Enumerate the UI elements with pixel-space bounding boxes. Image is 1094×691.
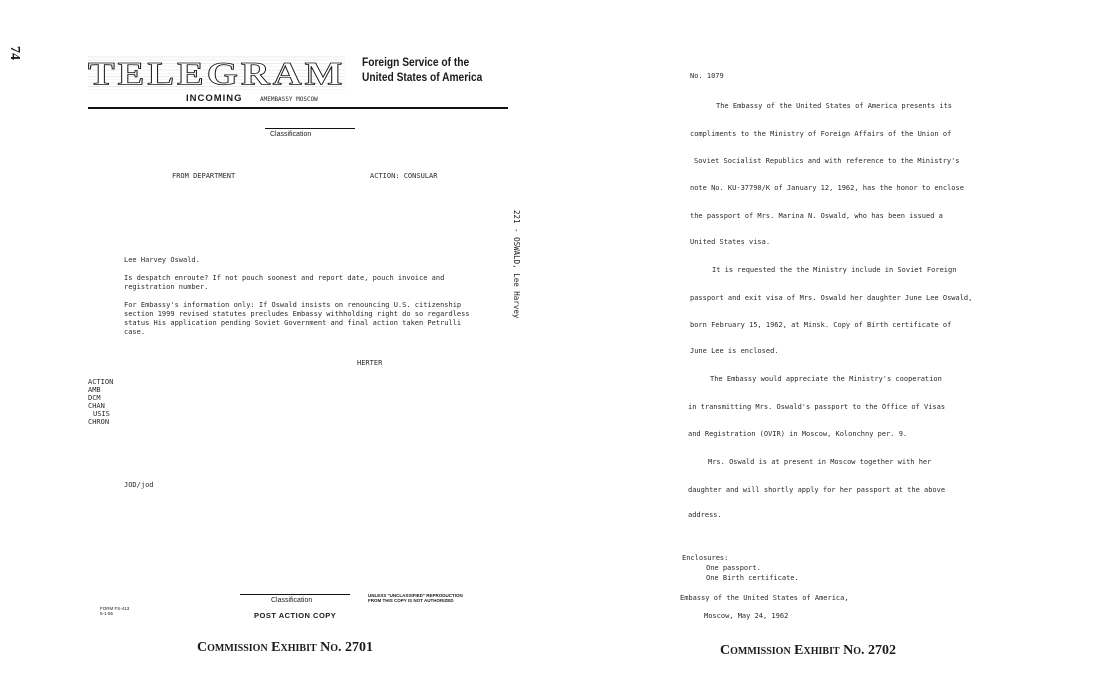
closing-line-2: Moscow, May 24, 1962 [704, 612, 789, 620]
action-field: ACTION: CONSULAR [370, 172, 438, 180]
warning-line-1: UNLESS "UNCLASSIFIED" REPRODUCTION [368, 593, 463, 598]
foreign-service-line-1: Foreign Service of the [362, 55, 470, 69]
note-line: the passport of Mrs. Marina N. Oswald, who has been issued a [690, 212, 943, 220]
note-line: born February 15, 1962, at Minsk. Copy of Birth certificate of [690, 321, 952, 329]
exhibit-caption-right: Commission Exhibit No. 2702 [720, 643, 897, 658]
classification-top: Classification [270, 131, 312, 138]
para1-line1: Is despatch enroute? If not pouch soonest and report date, pouch invoice and [124, 274, 445, 282]
exhibit-caption-left: Commission Exhibit No. 2701 [197, 640, 374, 655]
routing-list [88, 378, 113, 426]
form-line-1: FORM FS-413 [100, 606, 130, 611]
note-line: note No. KU-37790/K of January 12, 1962, has the honor to enclose [690, 184, 964, 192]
note-line: Soviet Socialist Republics and with reference to the Ministry's [694, 157, 960, 165]
page-number: 74 [7, 46, 22, 60]
note-line: compliments to the Ministry of Foreign Affairs of the Union of [690, 130, 952, 138]
form-line-2: 5-1-55 [100, 611, 114, 616]
para1-line2: registration number. [124, 283, 209, 291]
routing-item: CHRON [88, 418, 110, 426]
signature: HERTER [357, 359, 383, 367]
note-line: The Embassy would appreciate the Ministry's cooperation [710, 375, 942, 383]
note-line: Mrs. Oswald is at present in Moscow together with her [708, 458, 932, 466]
note-line: daughter and will shortly apply for her passport at the above [688, 486, 946, 494]
routing-item: USIS [93, 410, 110, 418]
para2-line2: section 1999 revised statutes precludes Embassy withholding right do so regardless [124, 310, 470, 318]
note-line: and Registration (OVIR) in Moscow, Kolonchny per. 9. [688, 430, 908, 438]
foreign-service-heading [362, 55, 482, 85]
post-action-copy: POST ACTION COPY [254, 611, 337, 620]
note-line: address. [688, 511, 722, 519]
embassy-label: AMEMBASSY MOSCOW [260, 96, 318, 103]
routing-item: DCM [88, 394, 101, 402]
form-number [100, 606, 129, 616]
closing-line-1: Embassy of the United States of America, [680, 594, 849, 602]
classification-bottom: Classification [271, 597, 313, 604]
routing-item: CHAN [88, 402, 105, 410]
from-field: FROM DEPARTMENT [172, 172, 236, 180]
note-line: It is requested the the Ministry include in Soviet Foreign [712, 266, 957, 274]
note-number: No. 1079 [690, 72, 724, 80]
para2-line1: For Embassy's information only: If Oswald insists on renouncing U.S. citizenship [124, 301, 462, 309]
note-line: June Lee is enclosed. [690, 347, 779, 355]
para2-line4: case. [124, 328, 146, 336]
header-rule [88, 107, 508, 109]
telegram-heading: TELEGRAM [88, 54, 346, 92]
classification-top-rule [265, 128, 355, 129]
enclosure-item: One Birth certificate. [706, 574, 799, 582]
reproduction-warning [368, 593, 463, 603]
warning-line-2: FROM THIS COPY IS NOT AUTHORIZED [368, 598, 454, 603]
side-file-note: 221 - OSWALD, Lee Harvey [512, 210, 521, 319]
note-line: The Embassy of the United States of America presents its [716, 102, 953, 110]
subject-line: Lee Harvey Oswald. [124, 256, 200, 264]
note-line: in transmitting Mrs. Oswald's passport to the Office of Visas [688, 403, 946, 411]
classification-bottom-rule [240, 594, 350, 595]
para2-line3: status His application pending Soviet Government and final action taken Petrulli [124, 319, 462, 327]
enclosure-item: One passport. [706, 564, 761, 572]
enclosures-label: Enclosures: [682, 554, 729, 562]
routing-item: AMB [88, 386, 101, 394]
note-line: passport and exit visa of Mrs. Oswald her daughter June Lee Oswald, [690, 294, 973, 302]
incoming-label: INCOMING [186, 93, 243, 104]
routing-item: ACTION [88, 378, 114, 386]
foreign-service-line-2: United States of America [362, 70, 483, 84]
initials: JOD/jod [124, 481, 154, 489]
note-line: United States visa. [690, 238, 771, 246]
